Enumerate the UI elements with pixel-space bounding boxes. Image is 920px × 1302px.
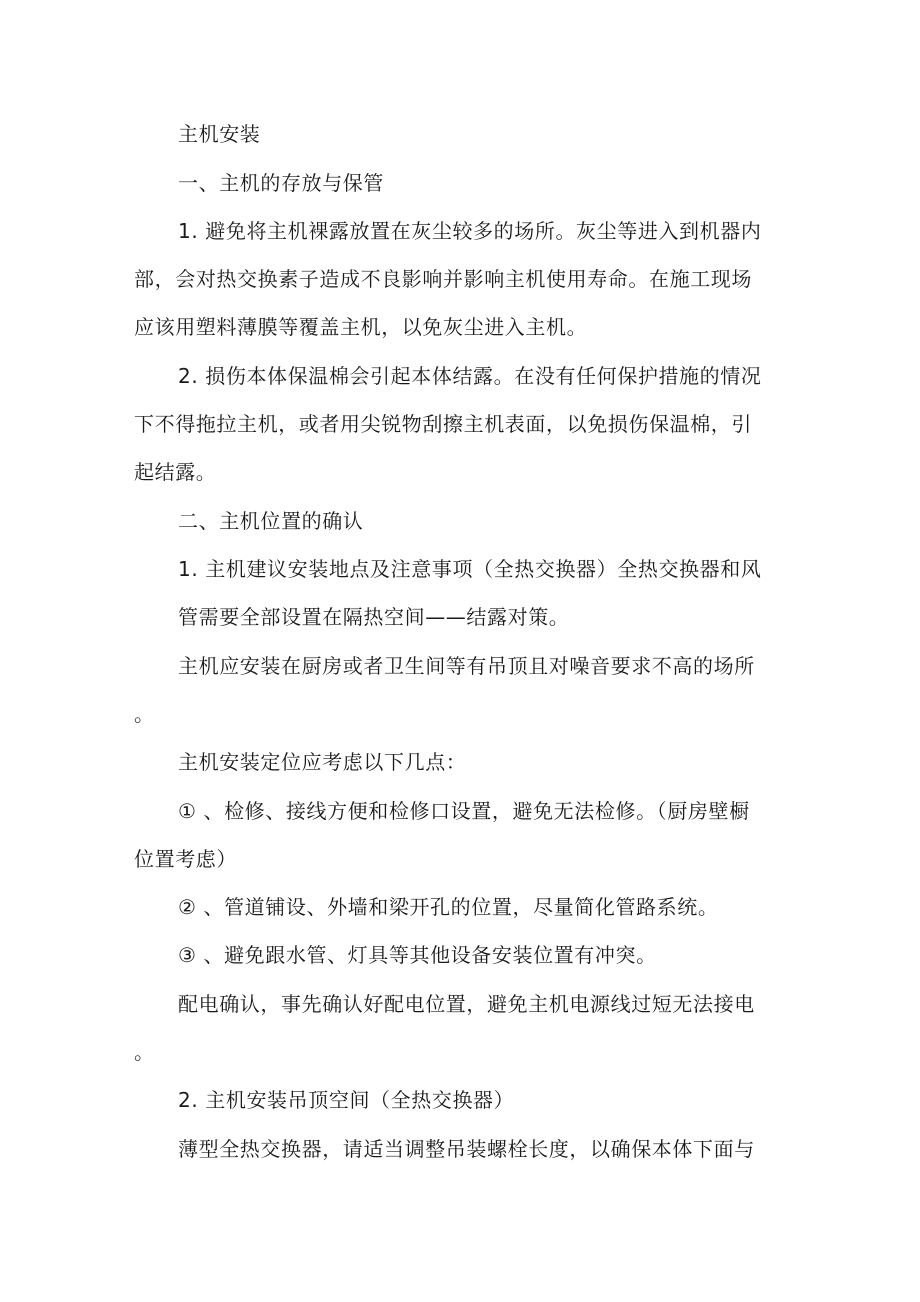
point-3: ③ 、避免跟水管、灯具等其他设备安装位置有冲突。 <box>178 943 657 967</box>
storage-item-1-line-2: 部，会对热交换素子造成不良影响并影响主机使用寿命。在施工现场 <box>134 267 752 291</box>
power-check-line-2: 。 <box>134 1040 155 1064</box>
position-item-2: 2. 主机安装吊顶空间（全热交换器） <box>178 1088 515 1112</box>
install-location-line-1: 主机应安装在厨房或者卫生间等有吊顶且对噪音要求不高的场所 <box>178 654 755 678</box>
point-1-line-2: 位置考虑） <box>134 847 237 871</box>
storage-item-2-line-3: 起结露。 <box>134 460 217 484</box>
point-2: ② 、管道铺设、外墙和梁开孔的位置，尽量简化管路系统。 <box>178 895 719 919</box>
storage-item-2-line-2: 下不得拖拉主机，或者用尖锐物刮擦主机表面，以免损伤保温棉，引 <box>134 412 752 436</box>
point-1-line-1: ① 、检修、接线方便和检修口设置，避免无法检修。（厨房壁橱 <box>178 799 750 823</box>
power-check-line-1: 配电确认，事先确认好配电位置，避免主机电源线过短无法接电 <box>178 992 755 1016</box>
storage-item-2-line-1: 2. 损伤本体保温棉会引起本体结露。在没有任何保护措施的情况 <box>178 364 762 388</box>
position-item-1-line-2: 管需要全部设置在隔热空间——结露对策。 <box>178 605 570 629</box>
positioning-intro: 主机安装定位应考虑以下几点： <box>178 750 467 774</box>
storage-item-1-line-3: 应该用塑料薄膜等覆盖主机，以免灰尘进入主机。 <box>134 315 588 339</box>
thin-exchanger-line: 薄型全热交换器，请适当调整吊装螺栓长度，以确保本体下面与 <box>178 1137 755 1161</box>
storage-item-1-line-1: 1. 避免将主机裸露放置在灰尘较多的场所。灰尘等进入到机器内 <box>178 219 762 243</box>
install-location-line-2: 。 <box>134 702 155 726</box>
section-heading-storage: 一、主机的存放与保管 <box>178 171 384 195</box>
section-heading-position: 二、主机位置的确认 <box>178 509 364 533</box>
position-item-1-line-1: 1. 主机建议安装地点及注意事项（全热交换器）全热交换器和风 <box>178 557 762 581</box>
document-title: 主机安装 <box>178 122 261 146</box>
